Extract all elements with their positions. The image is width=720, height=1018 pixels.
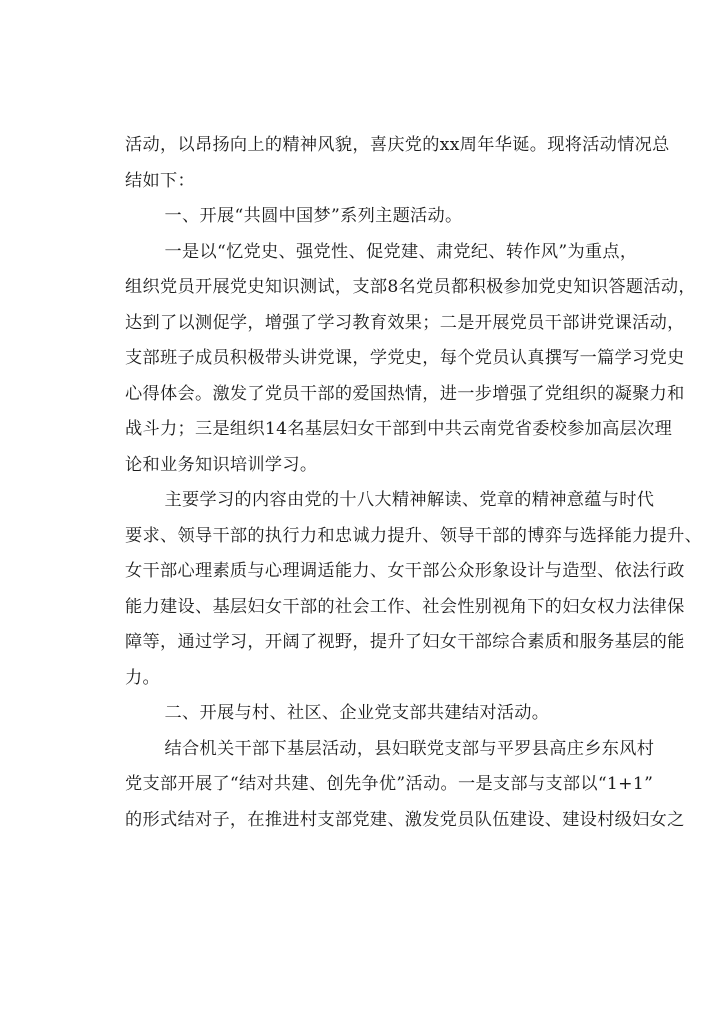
paragraph-3: [125, 483, 703, 696]
paragraph-2: [125, 235, 696, 484]
paragraph-0: [125, 128, 670, 199]
text-line: 心得体会。激发了党员干部的爱国热情，进一步增强了党组织的凝聚力和: [125, 383, 685, 404]
section-heading: 二、开展与村、社区、企业党支部共建结对活动。: [164, 703, 550, 723]
text-line: 战斗力；三是组织14名基层妇女干部到中共云南党省委校参加高层次理: [125, 419, 673, 439]
text-line: 达到了以测促学，增强了学习教育效果；二是开展党员干部讲党课活动，: [125, 312, 685, 333]
paragraph-1-heading: [125, 199, 660, 235]
text-line: 结合机关干部下基层活动，县妇联党支部与平罗县高庄乡东风村: [164, 738, 655, 759]
section-heading: 一、开展“共圆中国梦”系列主题活动。: [164, 206, 463, 226]
paragraph-5: [125, 732, 685, 839]
text-line: 一是以“忆党史、强党性、促党建、肃党纪、转作风”为重点，: [164, 241, 638, 262]
text-line: 结如下：: [125, 170, 195, 191]
text-line: 能力建设、基层妇女干部的社会工作、社会性别视角下的妇女权力法律保: [125, 596, 685, 617]
text-line: 的形式结对子，在推进村支部党建、激发党员队伍建设、建设村级妇女之: [125, 809, 685, 830]
document-body: [125, 128, 703, 838]
text-line: 活动，以昂扬向上的精神风貌，喜庆党的xx周年华诞。现将活动情况总: [125, 135, 670, 155]
text-line: 要求、领导干部的执行力和忠诚力提升、领导干部的博弈与选择能力提升、: [125, 525, 703, 546]
text-line: 女干部心理素质与心理调适能力、女干部公众形象设计与造型、依法行政: [125, 561, 685, 581]
text-line: 主要学习的内容由党的十八大精神解读、党章的精神意蕴与时代: [164, 490, 655, 510]
text-line: 力。: [125, 667, 160, 688]
text-line: 论和业务知识培训学习。: [125, 454, 318, 475]
text-line: 障等，通过学习，开阔了视野，提升了妇女干部综合素质和服务基层的能: [125, 632, 685, 652]
text-line: 组织党员开展党史知识测试，支部8名党员都积极参加党史知识答题活动，: [125, 277, 696, 297]
text-line: 党支部开展了“结对共建、创先争优”活动。一是支部与支部以“1+1”: [125, 774, 654, 794]
text-line: 支部班子成员积极带头讲党课，学党史，每个党员认真撰写一篇学习党史: [125, 348, 685, 368]
paragraph-4-heading: [125, 696, 660, 732]
